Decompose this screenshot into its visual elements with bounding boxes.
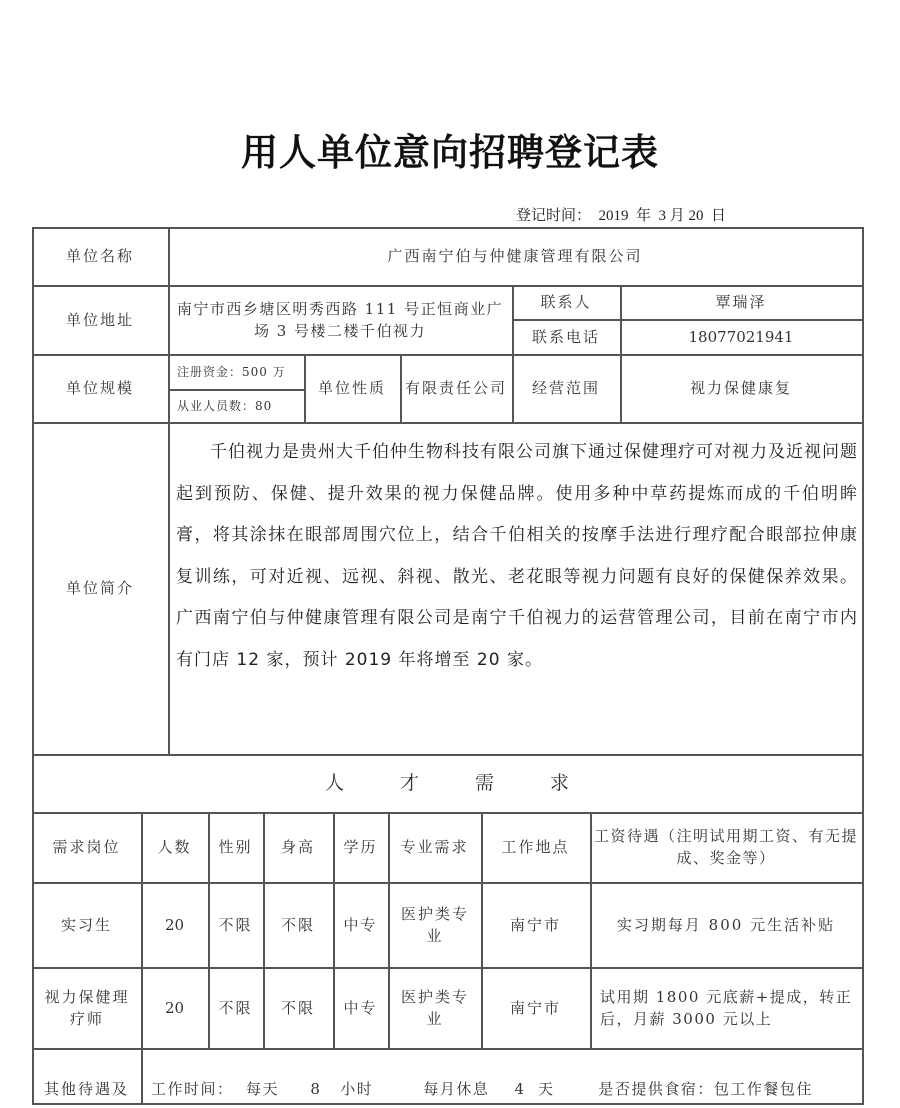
header-salary: 工资待遇（注明试用期工资、有无提成、奖金等） (594, 827, 859, 867)
label-scope: 经营范围 (531, 379, 600, 397)
row-height: 不限 (280, 915, 315, 934)
talent-title-char: 才 (399, 772, 419, 794)
talent-title-char: 人 (324, 772, 344, 794)
header-count: 人数 (157, 838, 192, 856)
header-location: 工作地点 (501, 838, 570, 856)
company-name: 广西南宁伯与仲健康管理有限公司 (387, 247, 643, 265)
row-height: 不限 (280, 998, 315, 1017)
label-phone: 联系电话 (531, 327, 600, 346)
label-company-name: 单位名称 (65, 247, 134, 265)
label-contact: 联系人 (540, 293, 592, 311)
col-divider (168, 227, 170, 754)
row-education: 中专 (343, 915, 378, 934)
talent-title-char: 求 (550, 772, 570, 794)
employee-count: 从业人员数：80 (177, 398, 273, 413)
table-border-right (862, 227, 864, 1104)
row-count: 20 (164, 998, 185, 1017)
label-other-benefits: 其他待遇及 (43, 1080, 129, 1098)
company-intro: 千伯视力是贵州大千伯仲生物科技有限公司旗下通过保健理疗可对视力及近视问题起到预防、保健、提升效果的视力保健品牌。使用多种中草药提炼而成的千伯明眸膏，将其涂抹在眼部周围穴位上，结合千伯相关的按摩手法进行理疗配合眼部拉伸康复训练，可对近视、远视、斜视、散光、老花眼等视力问题有良好的保健保养效果。广西南宁伯与仲健康管理有限公司是南宁千伯视力的运营管理公司，目前在南宁市内有门店 12 家，预计 2019 年将增至 20 家。 (176, 442, 858, 670)
row-location: 南宁市 (509, 915, 561, 934)
company-address: 南宁市西乡塘区明秀西路 111 号正恒商业广场 3 号楼二楼千伯视力 (176, 299, 504, 340)
row-salary: 实习期每月 800 元生活补贴 (616, 915, 836, 934)
header-position: 需求岗位 (52, 838, 121, 856)
row-major: 医护类专业 (400, 987, 469, 1028)
row-gender: 不限 (218, 915, 253, 934)
header-height: 身高 (280, 838, 315, 856)
registration-time: 登记时间： 2019 年 3 月 20 日 (516, 208, 727, 224)
label-scale: 单位规模 (65, 379, 134, 397)
talent-section-title (32, 754, 862, 812)
row-salary: 试用期 1800 元底薪+提成，转正后，月薪 3000 元以上 (600, 987, 853, 1028)
row-location: 南宁市 (509, 998, 561, 1017)
company-nature: 有限责任公司 (404, 379, 507, 397)
business-scope: 视力保健康复 (689, 379, 792, 397)
label-address: 单位地址 (65, 310, 134, 329)
registered-capital: 注册资金：500 万 (177, 364, 286, 379)
label-intro: 单位简介 (65, 579, 134, 597)
label-nature: 单位性质 (317, 379, 386, 397)
page-title: 用人单位意向招聘登记表 (241, 130, 659, 174)
header-gender: 性别 (218, 838, 253, 856)
row-major: 医护类专业 (400, 904, 469, 945)
row-education: 中专 (343, 998, 378, 1017)
contact-phone: 18077021941 (688, 327, 794, 346)
header-education: 学历 (343, 838, 378, 856)
contact-person: 覃瑞泽 (715, 293, 767, 311)
other-benefits-text: 工作时间： 每天 8 小时 每月休息 4 天 是否提供食宿：包工作餐包住 (151, 1080, 813, 1098)
row-count: 20 (164, 915, 185, 934)
header-major: 专业需求 (400, 838, 469, 856)
talent-title-char: 需 (475, 772, 495, 794)
col-divider (400, 354, 402, 422)
row-position: 视力保健理疗师 (44, 987, 130, 1028)
row-gender: 不限 (218, 998, 253, 1017)
row-position: 实习生 (60, 915, 112, 934)
